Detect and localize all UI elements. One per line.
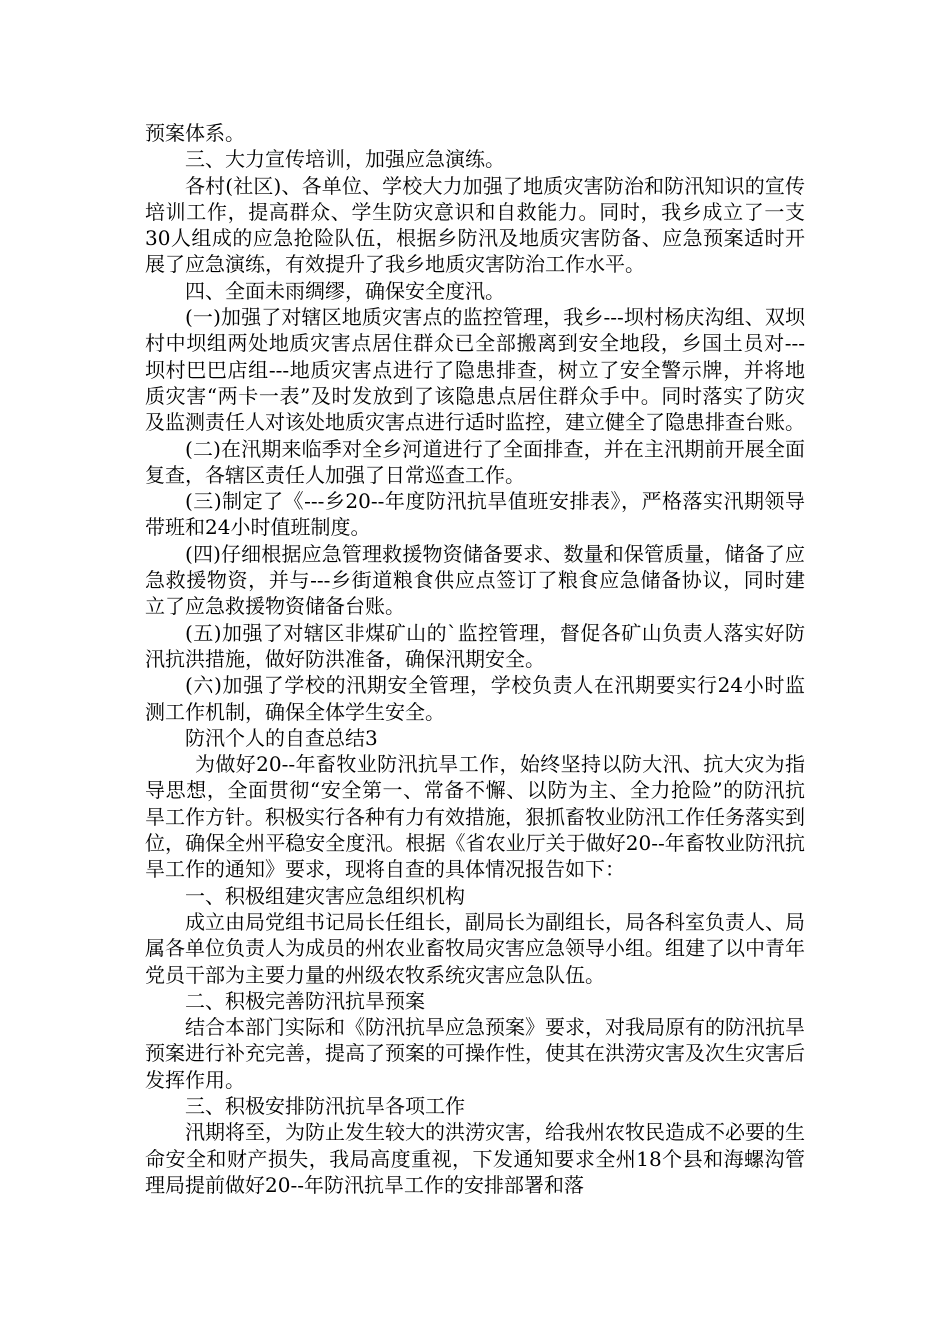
paragraph-plan: 结合本部门实际和《防汛抗旱应急预案》要求，对我局原有的防汛抗旱预案进行补充完善，提高了预案的可操作性，使其在洪涝灾害及次生灾害后发挥作用。 xyxy=(145,1015,805,1092)
paragraph-item-1: (一)加强了对辖区地质灾害点的监控管理，我乡---坝村杨庆沟组、双坝村中坝组两处地质灾害点居住群众已全部搬离到安全地段，乡国土员对---坝村巴巴店组---地质灾害点进行了隐患排查，树立了安全警示牌，并将地质灾害“两卡一表”及时发放到了该隐患点居住群众手中。同时落实了防灾及监测责任人对该处地质灾害点进行适时监控，建立健全了隐患排查台账。 xyxy=(145,305,805,435)
paragraph-intro: 为做好20--年畜牧业防汛抗旱工作，始终坚持以防大汛、抗大灾为指导思想，全面贯彻“安全第一、常备不懈、以防为主、全力抢险”的防汛抗旱工作方针。积极实行各种有力有效措施，狠抓畜牧业防汛工作任务落实到位，确保全州平稳安全度汛。根据《省农业厅关于做好20--年畜牧业防汛抗旱工作的通知》要求，现将自查的具体情况报告如下： xyxy=(145,752,805,882)
paragraph-arrange: 汛期将至，为防止发生较大的洪涝灾害，给我州农牧民造成不必要的生命安全和财产损失，我局高度重视，下发通知要求全州18个县和海螺沟管理局提前做好20--年防汛抗旱工作的安排部署和落 xyxy=(145,1120,805,1197)
subheading-2: 二、积极完善防汛抗旱预案 xyxy=(185,988,425,1013)
paragraph-3: 各村(社区)、各单位、学校大力加强了地质灾害防治和防汛知识的宣传培训工作，提高群众、学生防灾意识和自救能力。同时，我乡成立了一支30人组成的应急抢险队伍，根据乡防汛及地质灾害防备、应急预案适时开展了应急演练，有效提升了我乡地质灾害防治工作水平。 xyxy=(145,173,805,277)
paragraph-1: 预案体系。 xyxy=(145,121,245,145)
subheading-1: 一、积极组建灾害应急组织机构 xyxy=(185,883,465,908)
subheading-3: 三、积极安排防汛抗旱各项工作 xyxy=(185,1093,465,1118)
section-heading-3: 三、大力宣传培训，加强应急演练。 xyxy=(185,147,505,172)
paragraph-item-5: (五)加强了对辖区非煤矿山的`监控管理，督促各矿山负责人落实好防汛抗洪措施，做好防洪准备，确保汛期安全。 xyxy=(145,620,805,671)
section-title-3: 防汛个人的自查总结3 xyxy=(185,725,378,750)
document-body xyxy=(145,120,805,1198)
paragraph-item-6: (六)加强了学校的汛期安全管理，学校负责人在汛期要实行24小时监测工作机制，确保全体学生安全。 xyxy=(145,673,805,724)
paragraph-item-4: (四)仔细根据应急管理救援物资储备要求、数量和保管质量，储备了应急救援物资，并与---乡街道粮食供应点签订了粮食应急储备协议，同时建立了应急救援物资储备台账。 xyxy=(145,541,805,619)
paragraph-item-2: (二)在汛期来临季对全乡河道进行了全面排查，并在主汛期前开展全面复查，各辖区责任人加强了日常巡查工作。 xyxy=(145,436,805,487)
paragraph-item-3: (三)制定了《---乡20--年度防汛抗旱值班安排表》，严格落实汛期领导带班和24小时值班制度。 xyxy=(145,489,805,540)
section-heading-4: 四、全面未雨绸缪，确保安全度汛。 xyxy=(185,278,505,303)
paragraph-org: 成立由局党组书记局长任组长，副局长为副组长，局各科室负责人、局属各单位负责人为成员的州农业畜牧局灾害应急领导小组。组建了以中青年党员干部为主要力量的州级农牧系统灾害应急队伍。 xyxy=(145,909,805,987)
